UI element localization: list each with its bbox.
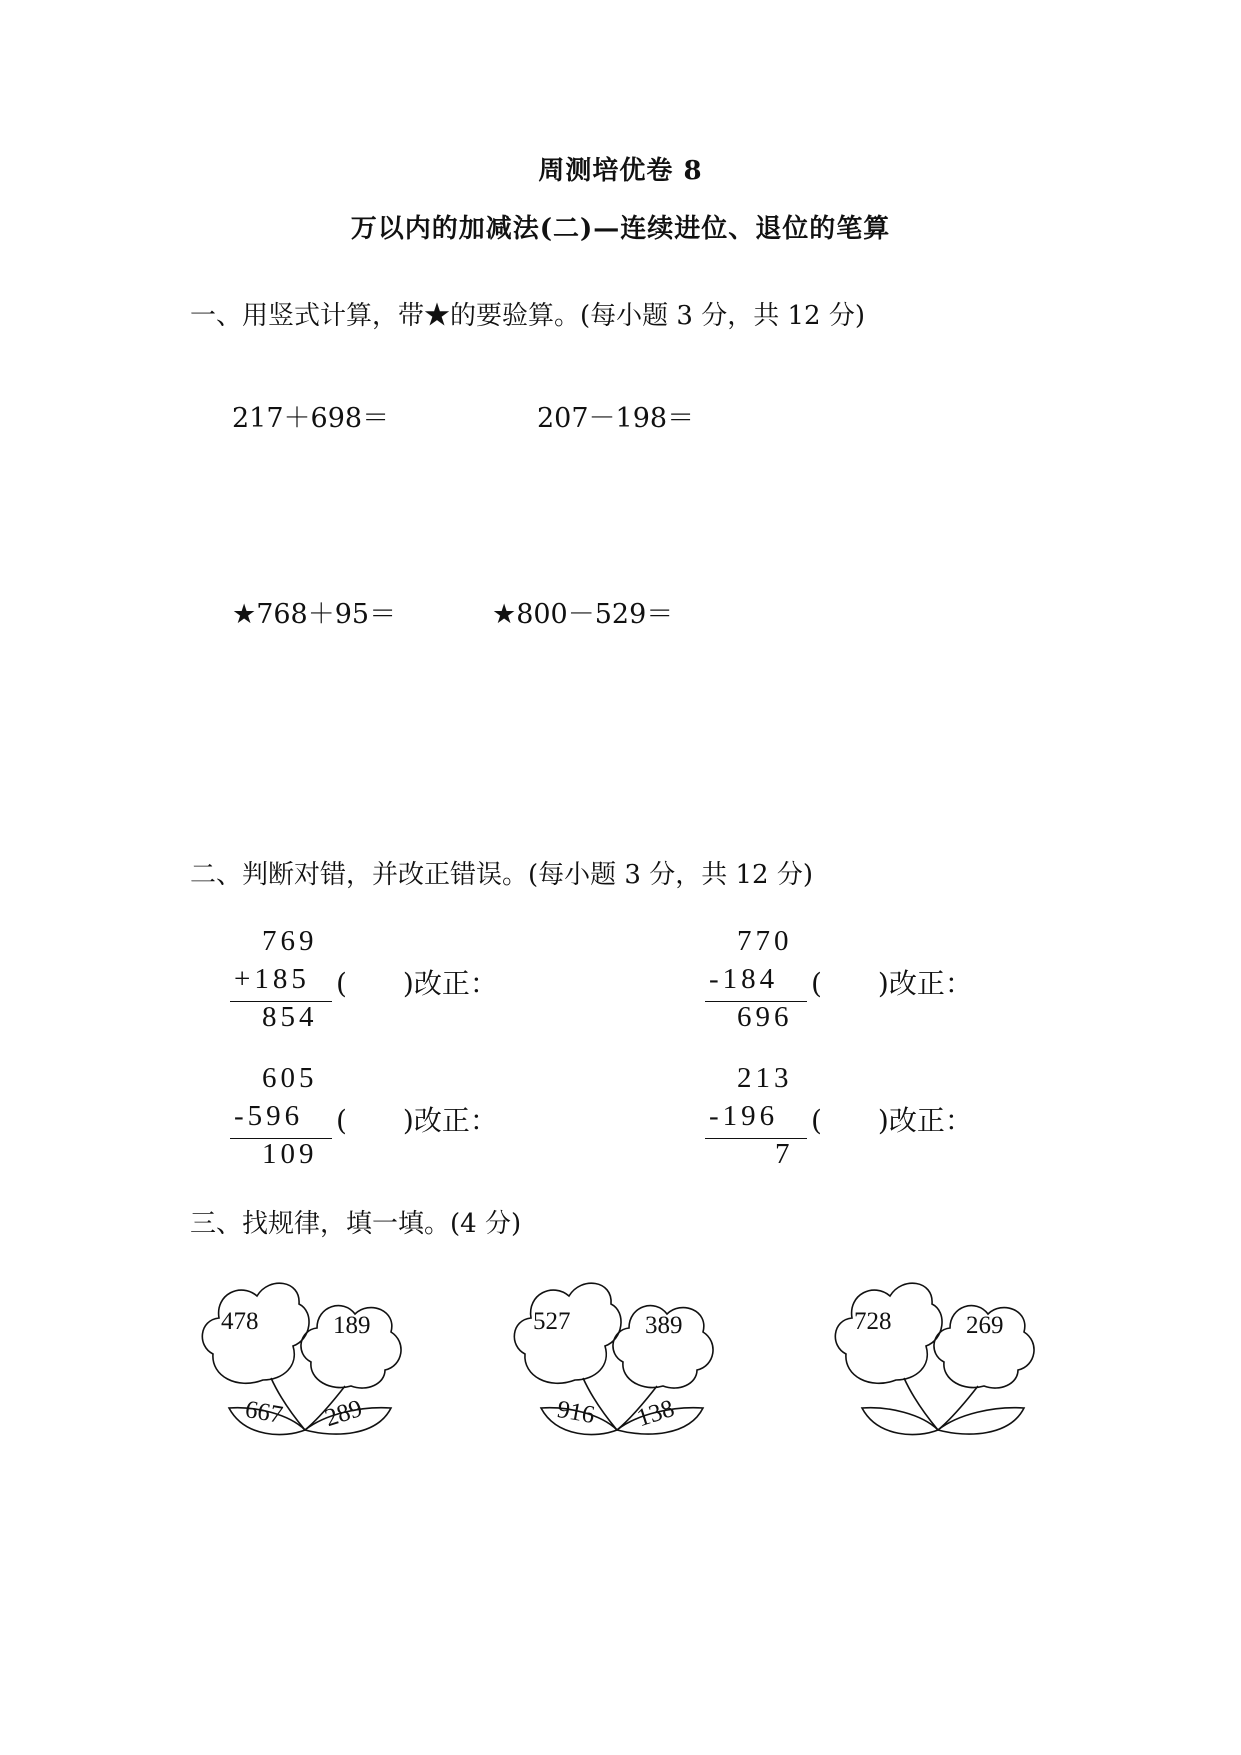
flower-right-number: 389 [645, 1312, 683, 1339]
leaf-right-number: 289 [321, 1394, 366, 1433]
judge-blank-2[interactable]: ( )改正： [811, 967, 973, 1000]
leaf-left-number: 916 [555, 1395, 597, 1430]
calc-problem-4: ★800－529＝ [492, 599, 674, 630]
judge-blank-3[interactable]: ( )改正： [336, 1104, 498, 1137]
leaf-left-number: 667 [243, 1395, 285, 1430]
vertical-result: 109 [262, 1138, 318, 1170]
vertical-result: 7 [775, 1138, 794, 1170]
flower-left-number: 728 [854, 1308, 892, 1335]
vertical-top-number: 605 [262, 1062, 318, 1094]
vertical-operand-line: -596 [234, 1100, 304, 1132]
flower-drawing [193, 1268, 413, 1438]
flower-group-1 [193, 1268, 413, 1438]
page-title: 周测培优卷 8 [538, 156, 703, 186]
calc-problem-2: 207－198＝ [537, 403, 695, 434]
flower-drawing [505, 1268, 725, 1438]
section-2-heading: 二、判断对错，并改正错误。(每小题 3 分，共 12 分) [190, 860, 813, 890]
section-3-heading: 三、找规律，填一填。(4 分) [190, 1209, 522, 1239]
flower-right-number: 269 [966, 1312, 1004, 1339]
judge-blank-1[interactable]: ( )改正： [336, 967, 498, 1000]
flower-left-number: 478 [221, 1308, 259, 1335]
leaf-right-number: 138 [633, 1394, 678, 1433]
vertical-top-number: 770 [737, 925, 793, 957]
judge-blank-4[interactable]: ( )改正： [811, 1104, 973, 1137]
section-1-heading: 一、用竖式计算，带★的要验算。(每小题 3 分，共 12 分) [190, 301, 865, 331]
page-subtitle: 万以内的加减法(二)—连续进位、退位的笔算 [350, 214, 891, 244]
flower-right-number: 189 [333, 1312, 371, 1339]
vertical-top-number: 769 [262, 925, 318, 957]
flower-group-2 [505, 1268, 725, 1438]
calc-problem-3: ★768＋95＝ [232, 599, 397, 630]
vertical-result: 854 [262, 1001, 318, 1033]
flower-drawing [826, 1268, 1046, 1438]
flower-left-number: 527 [533, 1308, 571, 1335]
vertical-top-number: 213 [737, 1062, 793, 1094]
vertical-operand-line: +185 [234, 963, 310, 995]
calc-problem-1: 217＋698＝ [232, 403, 390, 434]
vertical-operand-line: -184 [709, 963, 779, 995]
vertical-result: 696 [737, 1001, 793, 1033]
vertical-operand-line: -196 [709, 1100, 779, 1132]
flower-group-3 [826, 1268, 1046, 1438]
